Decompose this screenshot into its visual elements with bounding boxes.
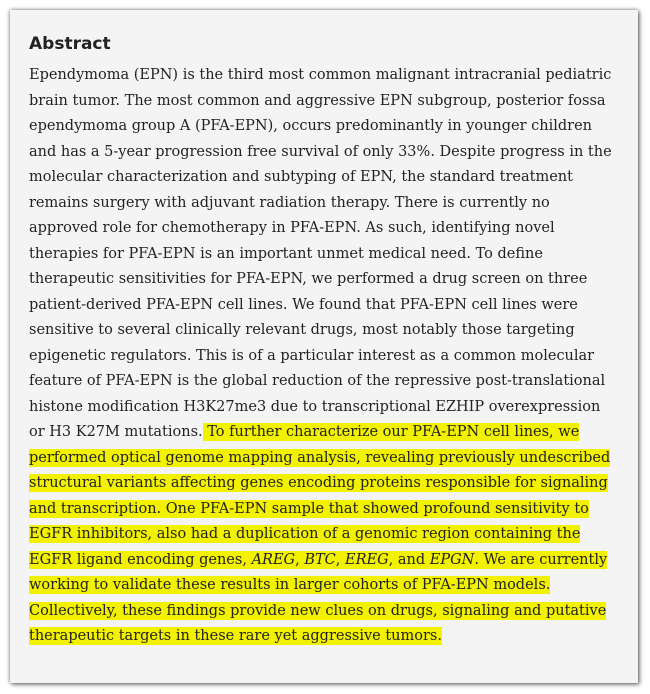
highlight-text-part-1: To further characterize our PFA-EPN cell lines, we performed optical genome mapping analysis, revealing previously undescribed structural variants affecting genes encoding proteins responsible for signaling and transcription. One PFA-EPN sample that showed profound sensitivity to EGFR inhibitors, also had a duplication of a genomic region containing the EGFR ligand encoding genes, xyxy=(29,424,611,568)
gene-name-epgn: EPGN xyxy=(429,551,475,568)
abstract-heading: Abstract xyxy=(29,34,111,54)
gene-separator: , and xyxy=(388,551,430,568)
abstract-highlighted-text xyxy=(29,423,610,645)
abstract-plain-text: Ependymoma (EPN) is the third most common malignant intracranial pediatric brain tumor. The most common and aggressive EPN subgroup, posterior fossa ependymoma group A (PFA-EPN), occurs predominantly in younger children and has a 5-year progression free survival of only 33%. Despite progress in the molecular characterization and subtyping of EPN, the standard treatment remains surgery with adjuvant radiation therapy. There is currently no approved role for chemotherapy in PFA-EPN. As such, identifying novel therapies for PFA-EPN is an important unmet medical need. To define therapeutic sensitivities for PFA-EPN, we performed a drug screen on three patient-derived PFA-EPN cell lines. We found that PFA-EPN cell lines were sensitive to several clinically relevant drugs, most notably those targeting epigenetic regulators. This is of a particular interest as a common molecular feature of PFA-EPN is the global reduction of the repressive post-translational histone modification H3K27me3 due to transcriptional EZHIP overexpression or H3 K27M mutations. xyxy=(29,67,612,440)
gene-name-areg: AREG xyxy=(251,551,296,568)
highlight-text-part-2: . We are currently working to validate these results in larger cohorts of PFA-EPN models. Collectively, these findings provide new clues on drugs, signaling and putative therapeutic targets in these rare yet aggressive tumors. xyxy=(29,551,608,644)
abstract-card xyxy=(10,10,638,683)
gene-name-btc: BTC xyxy=(304,551,336,568)
gene-separator: , xyxy=(335,551,345,568)
gene-separator: , xyxy=(295,551,305,568)
gene-name-ereg: EREG xyxy=(344,551,389,568)
abstract-body xyxy=(29,63,619,650)
